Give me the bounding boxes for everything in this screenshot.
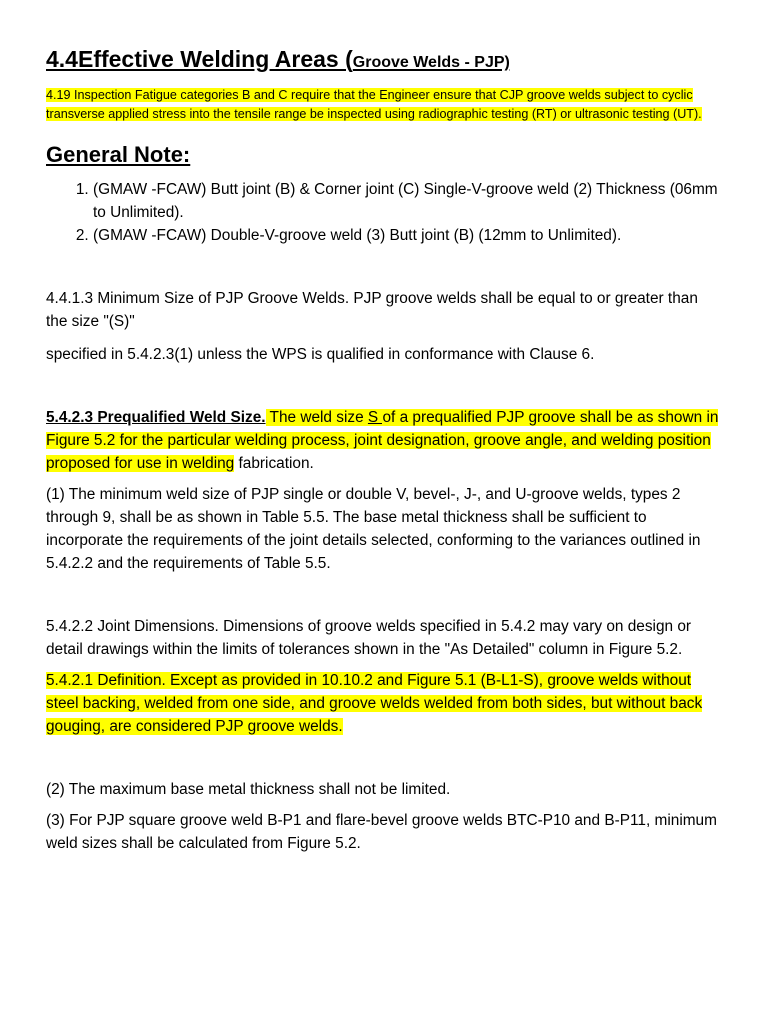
definition-text: 5.4.2.1 Definition. Except as provided in 10.10.2 and Figure 5.1 (B-L1-S), groove welds without steel backing, welded from one side, and groove welds welded from both sides, but without back gouging, are considered PJP groove welds. [46, 672, 703, 735]
section-title [46, 42, 722, 80]
prequalified-weld-size-label: 5.4.2.3 Prequalified Weld Size. [46, 409, 266, 426]
general-note-list [46, 178, 722, 247]
prequalified-weld-size-text-c: fabrication. [234, 455, 314, 472]
inspection-note-text: 4.19 Inspection Fatigue categories B and C require that the Engineer ensure that CJP groove welds subject to cyclic transverse applied stress into the tensile range be inspected using radiographic testing (RT) or ultrasonic testing (UT). [46, 88, 702, 121]
section-title-main: 4.4Effective Welding Areas ( [46, 46, 353, 72]
prequalified-weld-size-text-b: of a prequalified PJP groove shall be as shown in Figure 5.2 for the particular welding process, joint designation, groove angle, and welding position proposed for use in welding [46, 409, 719, 472]
prequalified-weld-size-text-a: The weld size [265, 409, 368, 426]
square-groove-paragraph: (3) For PJP square groove weld B-P1 and flare-bevel groove welds BTC-P10 and B-P11, minimum weld sizes shall be calculated from Figure 5.2. [46, 812, 717, 852]
min-weld-size-paragraph: (1) The minimum weld size of PJP single or double V, bevel-, J-, and U-groove welds, types 2 through 9, shall be as shown in Table 5.5. The base metal thickness shall be sufficient to incorporate the requirements of the joint details selected, conforming to the variances outlined in 5.4.2.2 and the requirements of Table 5.5. [46, 486, 701, 572]
general-note-title: General Note: [46, 142, 191, 167]
list-item: 1. (GMAW -FCAW) Butt joint (B) & Corner joint (C) Single-V-groove weld (2) Thickness (06mm to Unlimited). [93, 178, 722, 224]
min-size-paragraph-continued: specified in 5.4.2.3(1) unless the WPS is qualified in conformance with Clause 6. [46, 346, 595, 363]
weld-size-symbol: S [367, 409, 383, 426]
min-size-paragraph: 4.4.1.3 Minimum Size of PJP Groove Welds. PJP groove welds shall be equal to or greater than the size "(S)" [46, 290, 698, 330]
inspection-note [46, 86, 722, 124]
section-title-sub: Groove Welds - PJP) [352, 54, 510, 71]
definition-paragraph [46, 669, 722, 738]
list-item: 2. (GMAW -FCAW) Double-V-groove weld (3) Butt joint (B) (12mm to Unlimited). [93, 224, 722, 247]
prequalified-weld-size-paragraph [46, 406, 722, 475]
max-thickness-paragraph: (2) The maximum base metal thickness shall not be limited. [46, 781, 451, 798]
joint-dimensions-paragraph: 5.4.2.2 Joint Dimensions. Dimensions of groove welds specified in 5.4.2 may vary on design or detail drawings within the limits of tolerances shown in the "As Detailed" column in Figure 5.2. [46, 618, 692, 658]
